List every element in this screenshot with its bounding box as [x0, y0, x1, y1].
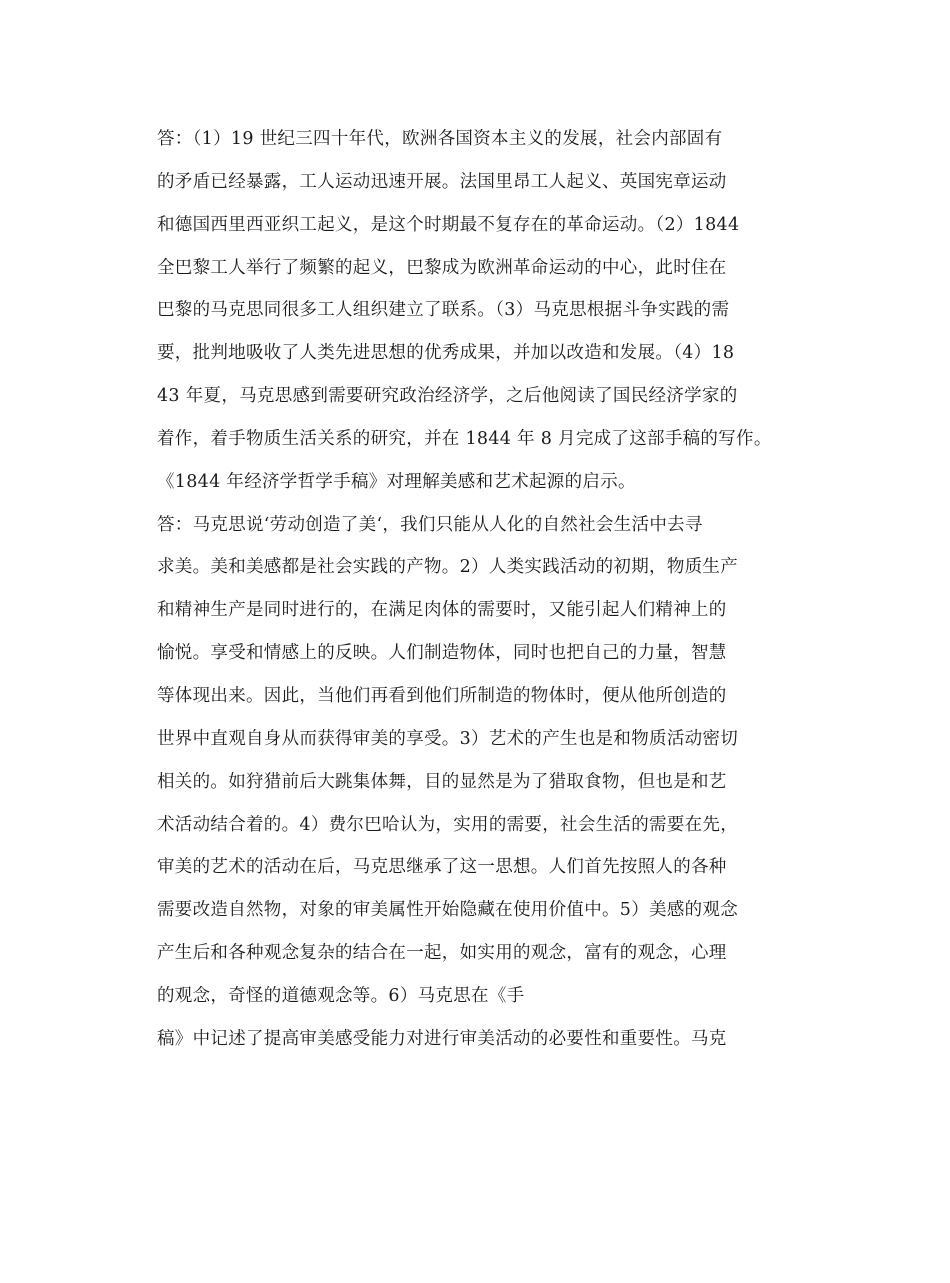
text-line-17: 术活动结合着的。4）费尔巴哈认为，实用的需要，社会生活的需要在先，: [157, 814, 739, 835]
section-heading: 《1844 年经济学哲学手稿》对理解美感和艺术起源的启示。: [157, 471, 636, 492]
text-line-16: 相关的。如狩猎前后大跳集体舞，目的显然是为了猎取食物，但也是和艺: [157, 771, 727, 792]
text-line-18: 审美的艺术的活动在后，马克思继承了这一思想。人们首先按照人的各种: [157, 857, 727, 878]
text-line-20: 产生后和各种观念复杂的结合在一起，如实用的观念，富有的观念，心理: [157, 943, 727, 964]
text-line-8: 着作，着手物质生活关系的研究，并在 1844 年 8 月完成了这部手稿的写作。: [157, 428, 772, 449]
text-line-12: 和精神生产是同时进行的，在满足肉体的需要时，又能引起人们精神上的: [157, 600, 727, 621]
text-line-13: 愉悦。享受和情感上的反映。人们制造物体，同时也把自己的力量，智慧: [157, 643, 727, 664]
text-line-22: 稿》中记述了提高审美感受能力对进行审美活动的必要性和重要性。马克: [157, 1028, 727, 1049]
text-line-6: 要，批判地吸收了人类先进思想的优秀成果，并加以改造和发展。（4）18: [157, 343, 735, 364]
text-line-21: 的观念，奇怪的道德观念等。6）马克思在《手: [157, 985, 525, 1006]
text-line-2: 的矛盾已经暴露，工人运动迅速开展。法国里昂工人起义、英国宪章运动: [157, 171, 727, 192]
document-body: [157, 118, 797, 1061]
text-line-15: 世界中直观自身从而获得审美的享受。3）艺术的产生也是和物质活动密切: [157, 728, 739, 749]
text-line-11: 求美。美和美感都是社会实践的产物。2）人类实践活动的初期，物质生产: [157, 557, 739, 578]
text-line-14: 等体现出来。因此，当他们再看到他们所制造的物体时，便从他所创造的: [157, 685, 727, 706]
text-line-10: 答：马克思说‘劳动创造了美‘，我们只能从人化的自然社会生活中去寻: [157, 514, 703, 535]
text-line-19: 需要改造自然物，对象的审美属性开始隐藏在使用价值中。5）美感的观念: [157, 900, 739, 921]
text-line-5: 巴黎的马克思同很多工人组织建立了联系。（3）马克思根据斗争实践的需: [157, 300, 730, 321]
text-line-7: 43 年夏，马克思感到需要研究政治经济学，之后他阅读了国民经济学家的: [157, 386, 738, 407]
text-line-3: 和德国西里西亚织工起义，是这个时期最不复存在的革命运动。（2）1844: [157, 214, 740, 235]
text-line-4: 全巴黎工人举行了频繁的起义，巴黎成为欧洲革命运动的中心，此时住在: [157, 257, 727, 278]
text-line-1: 答：（1）19 世纪三四十年代，欧洲各国资本主义的发展，社会内部固有: [157, 129, 723, 149]
